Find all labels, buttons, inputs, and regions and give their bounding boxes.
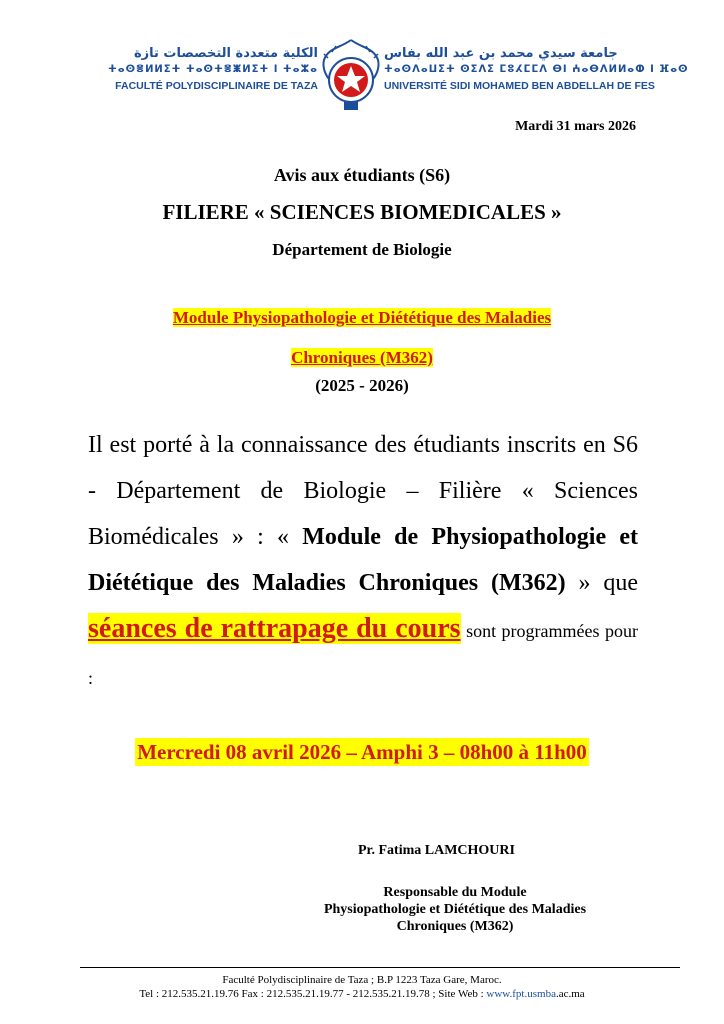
faculty-name-block xyxy=(92,46,318,94)
faculty-name-arabic: الكلية متعددة التخصصات تازة xyxy=(133,46,318,61)
schedule-text: Mercredi 08 avril 2026 – Amphi 3 – 08h00 à 11h00 xyxy=(137,740,587,764)
website-link[interactable]: www.fpt.usmba xyxy=(486,988,556,1000)
footer-divider xyxy=(80,967,680,968)
department-title: Département de Biologie xyxy=(272,240,452,259)
schedule-line xyxy=(0,740,724,765)
footer-phone-fax: Tel : 212.535.21.19.76 Fax : 212.535.21.19.77 - 212.535.21.19.78 ; Site Web : xyxy=(139,988,487,1000)
university-name-french: UNIVERSITÉ SIDI MOHAMED BEN ABDELLAH DE FES xyxy=(384,80,655,92)
module-title xyxy=(0,298,724,378)
signatory-module-line1: Physiopathologie et Diététique des Maladies xyxy=(323,902,587,917)
module-title-line2: Chroniques (M362) xyxy=(291,348,433,367)
signatory-name: Pr. Fatima LAMCHOURI xyxy=(358,843,515,858)
university-name-block xyxy=(384,46,689,94)
faculty-name-tifinagh: ⵜⴰⵙⴻⵍⵍⵉⵜ ⵜⴰⵙⵜⴻⵥⵍⵉⵜ ⵏ ⵜⴰⵣⴰ xyxy=(107,64,318,75)
notice-paragraph xyxy=(88,422,638,701)
signatory-role-block xyxy=(270,884,640,935)
paragraph-module-name: Module de Physiopathologie et Diététique des Maladies Chroniques (M362) xyxy=(88,524,638,596)
letterhead xyxy=(0,38,724,110)
signatory-module-line2: Chroniques (M362) xyxy=(396,919,514,934)
website-suffix: .ac.ma xyxy=(555,988,585,1000)
paragraph-end: sont programmées pour : xyxy=(88,621,639,688)
footer-address: Faculté Polydisciplinaire de Taza ; B.P 1223 Taza Gare, Maroc. xyxy=(222,974,502,986)
footer-contact xyxy=(0,987,724,1001)
paragraph-intro: Il est porté à la connaissance des étudiants inscrits en S6 - Département de Biologie – Filière « Sciences Biomédicales » : « xyxy=(88,432,638,550)
footer xyxy=(0,973,724,1001)
paragraph-highlight: séances de rattrapage du cours xyxy=(88,613,461,644)
university-emblem-icon xyxy=(318,38,384,112)
filiere-title: FILIERE « SCIENCES BIOMEDICALES » xyxy=(162,200,562,224)
university-name-arabic: جامعة سيدي محمد بن عبد الله بفاس xyxy=(384,46,618,61)
university-name-tifinagh: ⵜⴰⵙⴷⴰⵡⵉⵜ ⵙⵉⴷⵉ ⵎⵓⵃⵎⵎⴷ ⴱⵏ ⵄⴰⴱⴷⵍⵍⴰⵀ ⵏ ⴼⴰⵙ xyxy=(384,64,689,75)
academic-year: (2025 - 2026) xyxy=(315,376,409,395)
faculty-name-french: FACULTÉ POLYDISCIPLINAIRE DE TAZA xyxy=(115,80,318,92)
module-title-line1: Module Physiopathologie et Diététique des Maladies xyxy=(172,308,552,327)
paragraph-mid: » que xyxy=(565,570,639,596)
signatory-role: Responsable du Module xyxy=(383,885,527,900)
notice-heading: Avis aux étudiants (S6) xyxy=(273,165,451,185)
notice-date: Mardi 31 mars 2026 xyxy=(515,119,636,134)
